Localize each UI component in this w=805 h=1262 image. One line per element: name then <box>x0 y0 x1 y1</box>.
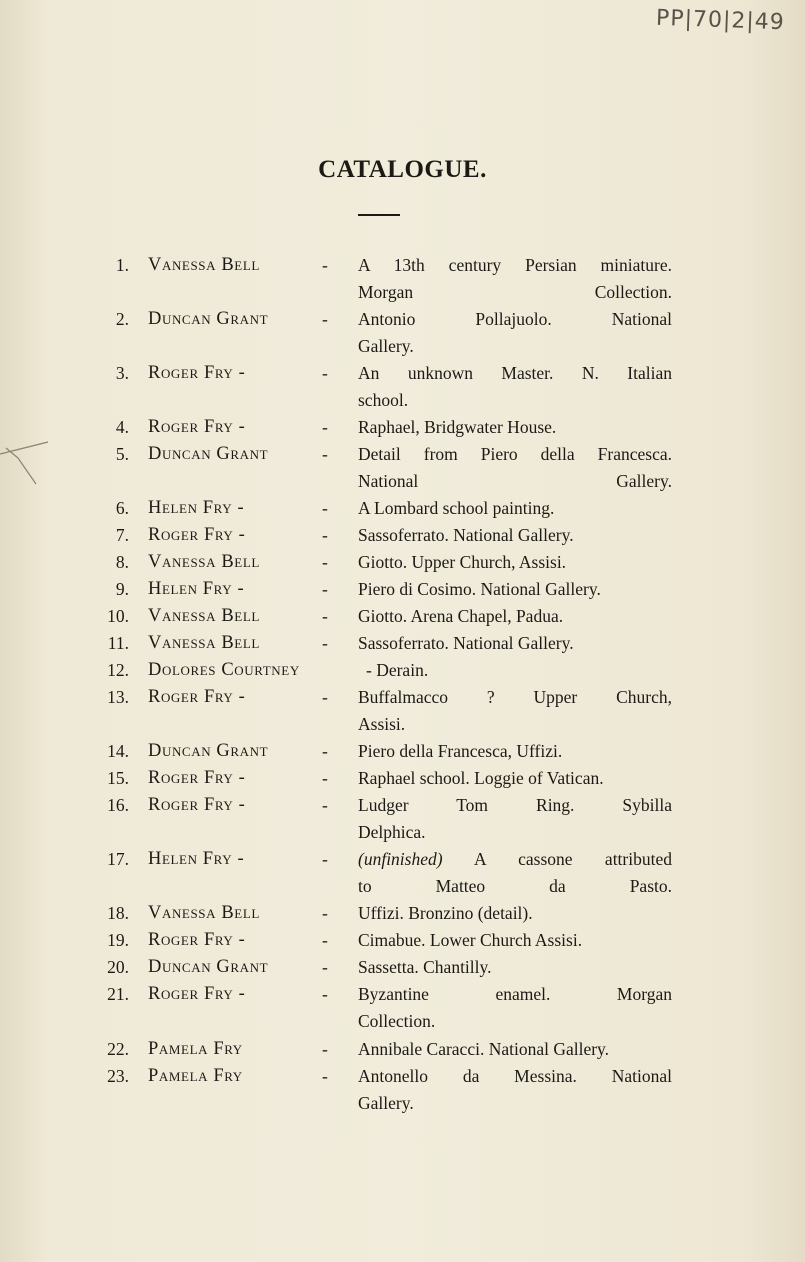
entry-number: 6. <box>115 498 129 518</box>
entry-separator: - <box>322 984 328 1004</box>
entry-description-line: Annibale Caracci. National Gallery. <box>358 1039 610 1059</box>
entry-description <box>358 441 672 495</box>
entry-number: 15. <box>107 768 129 788</box>
entry-number: 7. <box>115 525 129 545</box>
entry-description-continuation: Gallery. <box>358 1093 414 1113</box>
entry-description-line: Cimabue. Lower Church Assisi. <box>358 930 583 950</box>
entry-artist: Helen Fry - <box>148 849 245 869</box>
entry-separator: - <box>322 552 328 572</box>
entry-description-line: Raphael school. Loggie of Vatican. <box>358 768 604 788</box>
entry-description <box>358 603 672 630</box>
entry-description-line: Byzantine enamel. Morgan <box>358 984 672 1004</box>
entry-artist: Vanessa Bell <box>148 606 260 626</box>
entry-number: 22. <box>107 1039 129 1059</box>
entry-separator: - <box>322 1039 328 1059</box>
entry-description <box>358 738 672 765</box>
entry-number: 21. <box>107 984 129 1004</box>
entry-number: 16. <box>107 795 129 815</box>
entry-description-continuation: to Matteo da Pasto. <box>358 876 672 896</box>
entry-description-line: Piero di Cosimo. National Gallery. <box>358 579 601 599</box>
entry-description-italic: (unfinished) <box>358 849 443 869</box>
entry-number: 17. <box>107 849 129 869</box>
entry-separator: - <box>322 606 328 626</box>
entry-number: 12. <box>107 660 129 680</box>
entry-description-line: Ludger Tom Ring. Sybilla <box>358 795 672 815</box>
entry-description-line: Piero della Francesca, Uffizi. <box>358 741 563 761</box>
entry-description-line: Detail from Piero della Francesca. <box>358 444 672 464</box>
entry-separator: - <box>322 363 328 383</box>
entry-description <box>358 846 672 900</box>
entry-description <box>358 684 672 738</box>
entry-description-line: Uffizi. Bronzino (detail). <box>358 903 533 923</box>
entry-separator: - <box>322 903 328 923</box>
entry-artist: Roger Fry - <box>148 687 246 707</box>
entry-artist: Helen Fry - <box>148 579 245 599</box>
entry-artist: Roger Fry - <box>148 930 246 950</box>
title-rule <box>358 214 400 216</box>
entry-description-continuation: Delphica. <box>358 822 426 842</box>
entry-description <box>358 765 672 792</box>
entry-number: 2. <box>115 309 129 329</box>
entry-separator: - <box>322 1066 328 1086</box>
entry-description-line: Antonio Pollajuolo. National <box>358 309 672 329</box>
entry-description <box>358 252 672 306</box>
archive-reference-mark: PP|70|2|49 <box>655 5 786 36</box>
entry-description <box>358 630 672 657</box>
entry-description-line: Sassoferrato. National Gallery. <box>358 633 574 653</box>
entry-number: 3. <box>115 363 129 383</box>
entry-description-line: Raphael, Bridgwater House. <box>358 417 557 437</box>
entry-description-continuation: Collection. <box>358 1011 436 1031</box>
entry-number: 18. <box>107 903 129 923</box>
entry-description-continuation: Gallery. <box>358 336 414 356</box>
entry-artist: Helen Fry - <box>148 498 245 518</box>
entry-number: 14. <box>107 741 129 761</box>
entry-description-continuation: National Gallery. <box>358 471 672 491</box>
paper-crease-mark <box>0 436 52 496</box>
entry-number: 8. <box>115 552 129 572</box>
entry-artist: Duncan Grant <box>148 741 269 761</box>
entry-number: 4. <box>115 417 129 437</box>
entry-description <box>358 927 672 954</box>
entry-artist: Roger Fry - <box>148 984 246 1004</box>
entry-artist: Duncan Grant <box>148 444 269 464</box>
entry-description <box>358 495 672 522</box>
entry-artist: Vanessa Bell <box>148 633 260 653</box>
entry-description-continuation: Assisi. <box>358 714 406 734</box>
entry-description <box>358 1063 672 1117</box>
entry-artist: Roger Fry - <box>148 525 246 545</box>
entry-description <box>358 549 672 576</box>
entry-description-continuation: school. <box>358 390 409 410</box>
entry-artist: Dolores Courtney <box>148 660 300 680</box>
entry-number: 11. <box>107 633 129 653</box>
entry-description <box>358 360 672 414</box>
entry-description-line: A 13th century Persian miniature. <box>358 255 672 275</box>
entry-separator: - <box>322 525 328 545</box>
entry-separator: - <box>322 444 328 464</box>
entry-description-continuation: Morgan Collection. <box>358 282 672 302</box>
entry-separator: - <box>322 957 328 977</box>
entry-separator: - <box>322 741 328 761</box>
entry-separator: - <box>322 849 328 869</box>
entry-description <box>358 792 672 846</box>
entry-number: 13. <box>107 687 129 707</box>
entry-description-line: Sassetta. Chantilly. <box>358 957 492 977</box>
entry-separator: - <box>322 795 328 815</box>
entry-artist: Pamela Fry <box>148 1066 243 1086</box>
entry-number: 9. <box>115 579 129 599</box>
entry-description <box>358 522 672 549</box>
entry-description <box>358 414 672 441</box>
entry-description <box>358 576 672 603</box>
entry-description <box>358 1036 672 1063</box>
entry-description-line: (unfinished) A cassone attributed <box>358 849 672 869</box>
entry-separator: - <box>322 417 328 437</box>
entry-description-line: Giotto. Upper Church, Assisi. <box>358 552 567 572</box>
entry-description-line: An unknown Master. N. Italian <box>358 363 672 383</box>
entry-artist: Roger Fry - <box>148 417 246 437</box>
entry-separator: - <box>322 930 328 950</box>
entry-description <box>358 900 672 927</box>
entry-separator: - <box>322 768 328 788</box>
entry-separator: - <box>322 255 328 275</box>
entry-artist: Roger Fry - <box>148 363 246 383</box>
entry-description <box>358 981 672 1035</box>
entry-separator: - <box>322 633 328 653</box>
page-title: CATALOGUE. <box>318 156 487 183</box>
entry-artist: Vanessa Bell <box>148 255 260 275</box>
entry-description <box>366 657 680 684</box>
entry-number: 10. <box>107 606 129 626</box>
entry-artist: Duncan Grant <box>148 957 269 977</box>
entry-number: 20. <box>107 957 129 977</box>
entry-separator: - <box>322 498 328 518</box>
entry-number: 5. <box>115 444 129 464</box>
entry-description-line: Giotto. Arena Chapel, Padua. <box>358 606 564 626</box>
entry-artist: Pamela Fry <box>148 1039 243 1059</box>
entry-artist: Vanessa Bell <box>148 903 260 923</box>
entry-description <box>358 954 672 981</box>
entry-artist: Roger Fry - <box>148 795 246 815</box>
entry-number: 1. <box>115 255 129 275</box>
entry-description-line: Antonello da Messina. National <box>358 1066 672 1086</box>
entry-number: 19. <box>107 930 129 950</box>
entry-artist: Duncan Grant <box>148 309 269 329</box>
entry-description-line: Buffalmacco ? Upper Church, <box>358 687 672 707</box>
entry-description-line: Sassoferrato. National Gallery. <box>358 525 574 545</box>
entry-artist: Roger Fry - <box>148 768 246 788</box>
entry-separator: - <box>322 687 328 707</box>
entry-artist: Vanessa Bell <box>148 552 260 572</box>
entry-description-line: A Lombard school painting. <box>358 498 555 518</box>
entry-description <box>358 306 672 360</box>
entry-separator: - <box>322 579 328 599</box>
entry-number: 23. <box>107 1066 129 1086</box>
entry-description-line: - Derain. <box>366 660 429 680</box>
entry-separator: - <box>322 309 328 329</box>
